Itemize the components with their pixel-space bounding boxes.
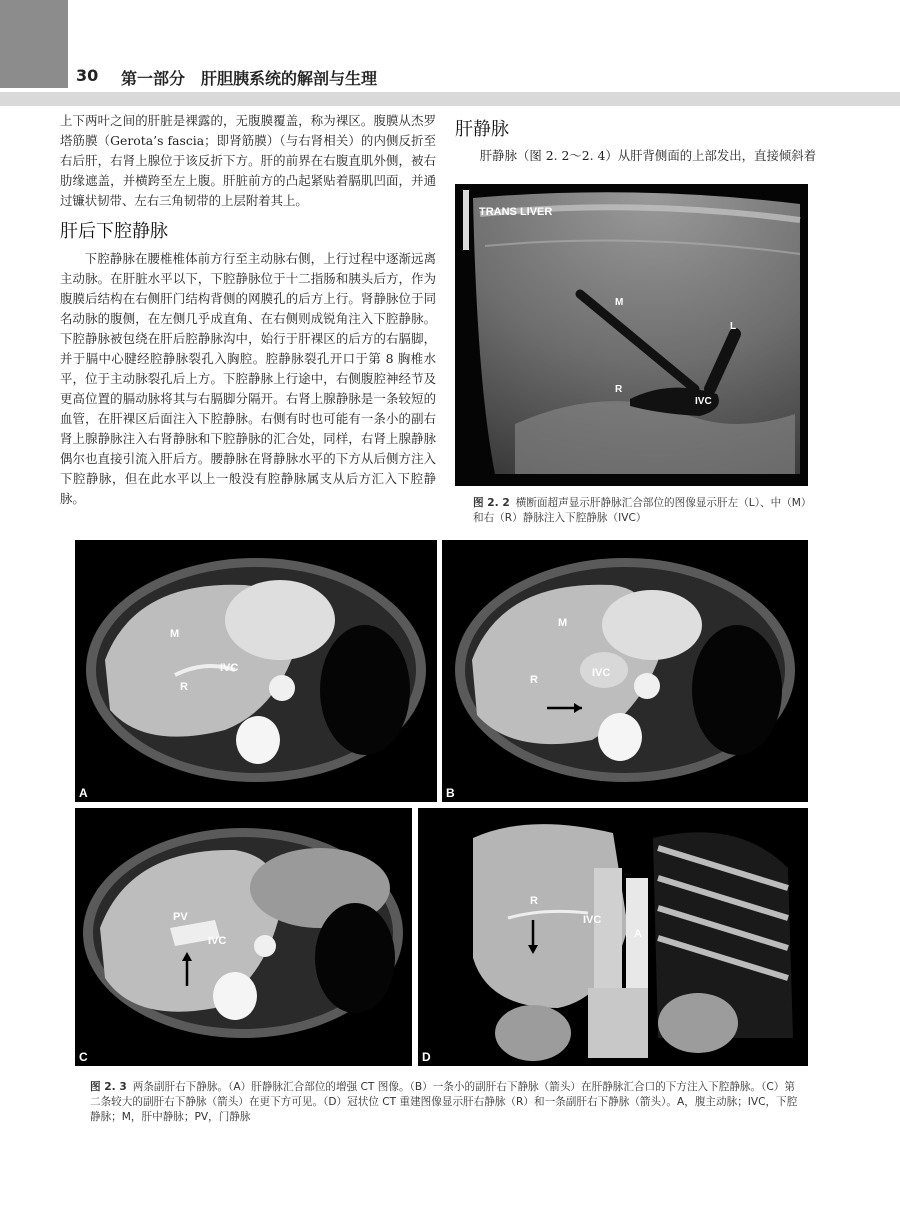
panel-b-label-r: R: [530, 674, 538, 686]
panel-a-letter: A: [79, 786, 88, 800]
header-rule: [0, 92, 900, 106]
panel-b-label-m: M: [558, 617, 568, 629]
running-head: 第一部分 肝胆胰系统的解剖与生理: [121, 69, 378, 88]
label-ivc: IVC: [695, 396, 712, 407]
label-m: M: [615, 297, 624, 308]
figure-2-3-caption: [90, 1080, 805, 1125]
label-l: L: [730, 321, 737, 332]
section-paragraph-hepatic-veins: 肝静脉（图 2. 2～2. 4）从肝背侧面的上部发出，直接倾斜着: [479, 148, 817, 163]
panel-a-label-m: M: [170, 628, 180, 640]
panel-c-letter: C: [79, 1050, 88, 1064]
section-title-retrohepatic-ivc: 肝后下腔静脉: [60, 221, 168, 242]
corner-tab: [0, 0, 68, 88]
figure-2-2-number: 图 2. 2: [473, 497, 510, 509]
page-number: 30: [76, 66, 99, 85]
section-paragraph-ivc: 下腔静脉在腰椎椎体前方行至主动脉右侧，上行过程中逐渐远离主动脉。在肝脏水平以下，下腔静脉位于十二指肠和胰头后方，作为腹膜后结构在右侧肝门结构背侧的网膜孔的后方上行。肾静脉位于同名动脉的腹侧，在左侧几乎成直角、在右侧则成锐角注入下腔静脉。下腔静脉被包绕在肝后腔静脉沟中，始行于肝裸区的后方的右膈脚，并于膈中心腱经腔静脉裂孔入胸腔。腔静脉裂孔开口于第 8 胸椎水平，位于主动脉裂孔后上方。下腔静脉上行途中，右侧腹腔神经节及更高位置的膈动脉将其与右膈脚分隔开。右肾上腺静脉是一条较短的血管，在肝裸区后面注入下腔静脉。右侧有时也可能有一条小的副右肾上腺静脉注入右肾静脉和下腔静脉的汇合处，同样，右肾上腺静脉偶尔也直接引流入肝后方。腰静脉在肾静脉水平的下方从后侧方注入下腔静脉，但在此水平以上一般没有腔静脉属支从后方汇入下腔静脉。: [60, 251, 436, 506]
ct-panel-d: [418, 808, 808, 1066]
figure-2-3-caption-text: 两条副肝右下静脉。（A）肝静脉汇合部位的增强 CT 图像。（B）一条小的副肝右下静脉（箭头）在肝静脉汇合口的下方注入下腔静脉。（C）第二条较大的副肝右下静脉（箭头）在更下方可见。（D）冠状位 CT 重建图像显示肝右静脉（R）和一条副肝右下静脉（箭头）。A，腹主动脉；IVC，下腔静脉；M，肝中静脉；PV，门静脉: [90, 1081, 798, 1123]
panel-c-label-ivc: IVC: [208, 935, 227, 947]
left-column: [60, 111, 436, 509]
figure-2-2-caption-text: 横断面超声显示肝静脉汇合部位的图像显示肝左（L）、中（M）和右（R）静脉注入下腔静脉（IVC）: [473, 497, 812, 524]
panel-a-label-ivc: IVC: [220, 662, 239, 674]
panel-a-label-r: R: [180, 681, 188, 693]
panel-d-label-ivc: IVC: [583, 914, 602, 926]
ct-panel-c: [75, 808, 412, 1066]
panel-c-label-pv: PV: [173, 911, 188, 923]
panel-b-letter: B: [446, 786, 455, 800]
panel-b-label-ivc: IVC: [592, 667, 611, 679]
section-title-hepatic-veins: 肝静脉: [455, 119, 509, 140]
figure-2-2-caption: [473, 496, 813, 526]
ultrasound-image: [455, 184, 808, 486]
panel-d-label-a: A: [634, 928, 642, 940]
intro-paragraph: 上下两叶之间的肝脏是裸露的，无腹膜覆盖，称为裸区。腹膜从杰罗塔筋膜（Gerota’s fascia；即肾筋膜）（与右肾相关）的内侧反折至右后肝，右肾上腺位于该反折下方。肝的前界在右腹直肌外侧，被右肋缘遮盖，并横跨至左上腹。肝脏前方的凸起紧贴着膈肌凹面，并通过镰状韧带、左右三角韧带的上层附着其上。: [60, 113, 436, 208]
figure-2-3-number: 图 2. 3: [90, 1081, 127, 1093]
ct-panel-b: [442, 540, 808, 802]
ultrasound-overlay-text: TRANS LIVER: [479, 206, 553, 218]
panel-d-label-r: R: [530, 895, 538, 907]
ct-panel-a: [75, 540, 437, 802]
label-r: R: [615, 384, 623, 395]
panel-d-letter: D: [422, 1050, 431, 1064]
